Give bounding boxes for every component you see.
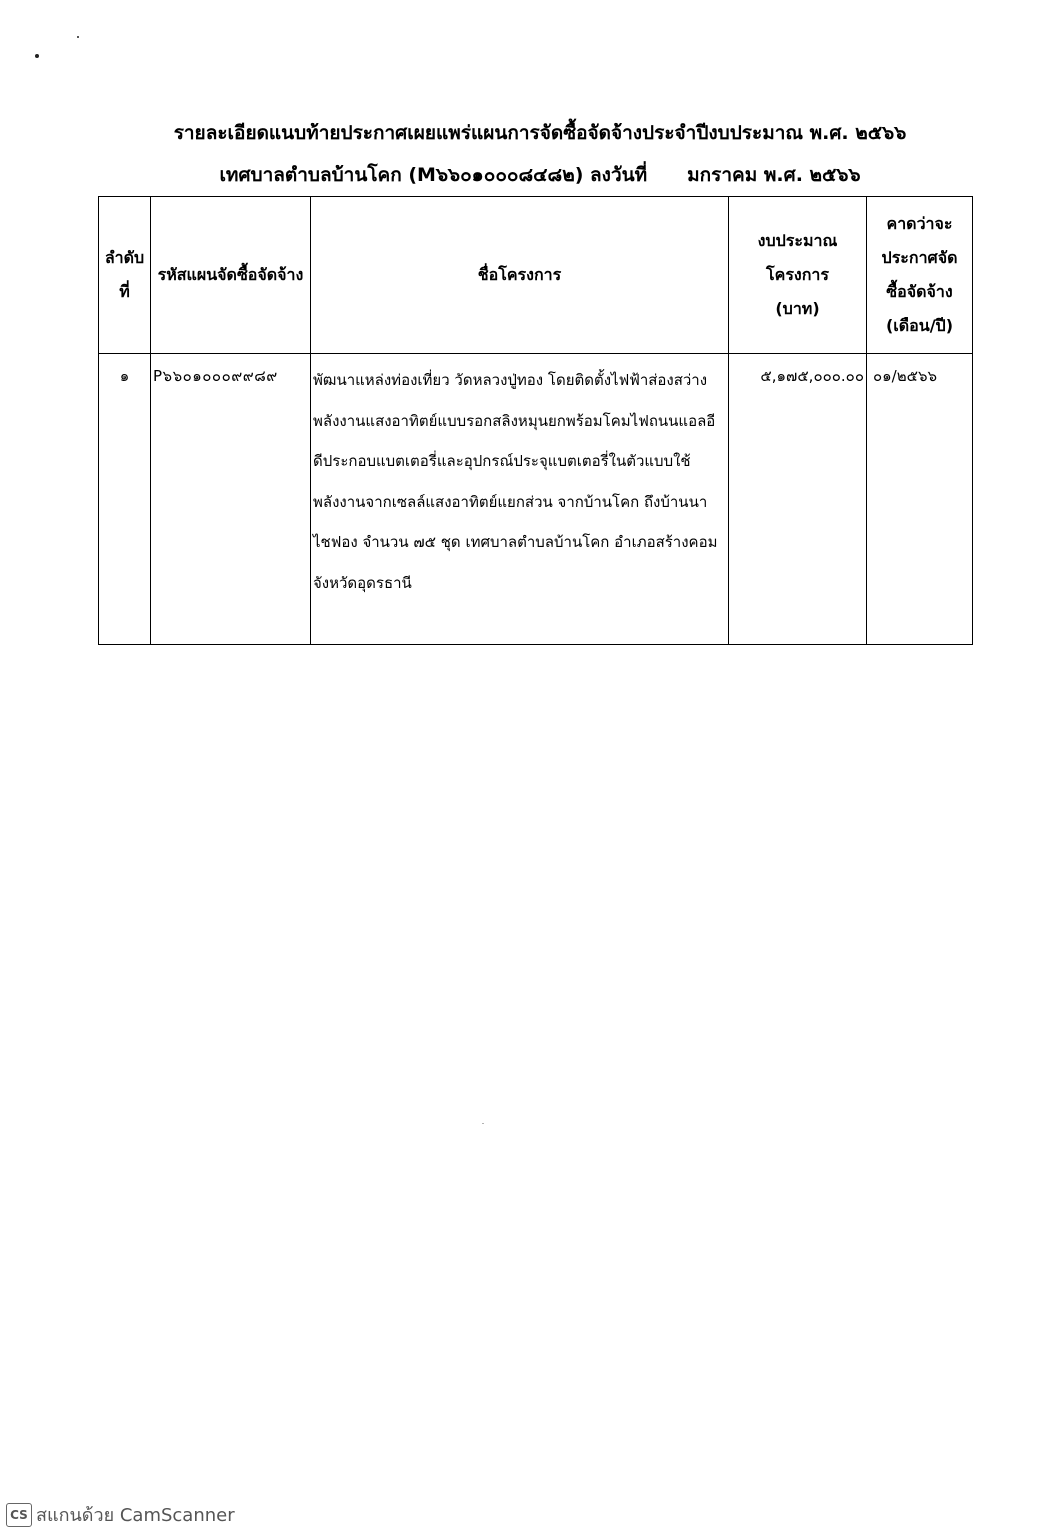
watermark-text: สแกนด้วย CamScanner	[36, 1505, 235, 1526]
header-month: คาดว่าจะประกาศจัดซื้อจัดจ้าง (เดือน/ปี)	[867, 197, 973, 354]
document-subtitle	[100, 160, 980, 190]
camscanner-logo-icon: CS	[6, 1503, 32, 1527]
row-code: P๖๖๐๑๐๐๐๙๙๘๙	[151, 354, 311, 645]
document-title: รายละเอียดแนบท้ายประกาศเผยแพร่แผนการจัดซื้อจัดจ้างประจำปีงบประมาณ พ.ศ. ๒๕๖๖	[173, 122, 907, 144]
header-code: รหัสแผนจัดซื้อจัดจ้าง	[151, 197, 311, 354]
table-row	[99, 354, 973, 645]
row-month: ๐๑/๒๕๖๖	[867, 354, 973, 645]
row-no: ๑	[99, 354, 151, 645]
procurement-plan-table	[98, 196, 973, 645]
header-budget: งบประมาณโครงการ (บาท)	[729, 197, 867, 354]
camscanner-watermark	[6, 1500, 235, 1529]
row-project-name: พัฒนาแหล่งท่องเที่ยว วัดหลวงปู่ทอง โดยติดตั้งไฟฟ้าส่องสว่างพลังงานแสงอาทิตย์แบบรอกสลิงหมุนยกพร้อมโคมไฟถนนแอลอีดีประกอบแบตเตอรี่และอุปกรณ์ประจุแบตเตอรี่ในตัวแบบใช้พลังงานจากเซลล์แสงอาทิตย์แยกส่วน จากบ้านโคก ถึงบ้านนาไชฟอง จำนวน ๗๕ ชุด เทศบาลตำบลบ้านโคก อำเภอสร้างคอม จังหวัดอุดรธานี	[311, 354, 729, 645]
row-budget: ๕,๑๗๕,๐๐๐.๐๐	[729, 354, 867, 645]
header-name: ชื่อโครงการ	[311, 197, 729, 354]
scan-speck	[482, 1123, 484, 1124]
table-header-row	[99, 197, 973, 354]
scan-speck	[77, 36, 79, 38]
subtitle-organization: เทศบาลตำบลบ้านโคก (M๖๖๐๑๐๐๐๘๔๘๒) ลงวันที่	[219, 164, 648, 186]
scan-speck	[35, 54, 39, 58]
header-no: ลำดับที่	[99, 197, 151, 354]
subtitle-date: มกราคม พ.ศ. ๒๕๖๖	[687, 164, 861, 186]
